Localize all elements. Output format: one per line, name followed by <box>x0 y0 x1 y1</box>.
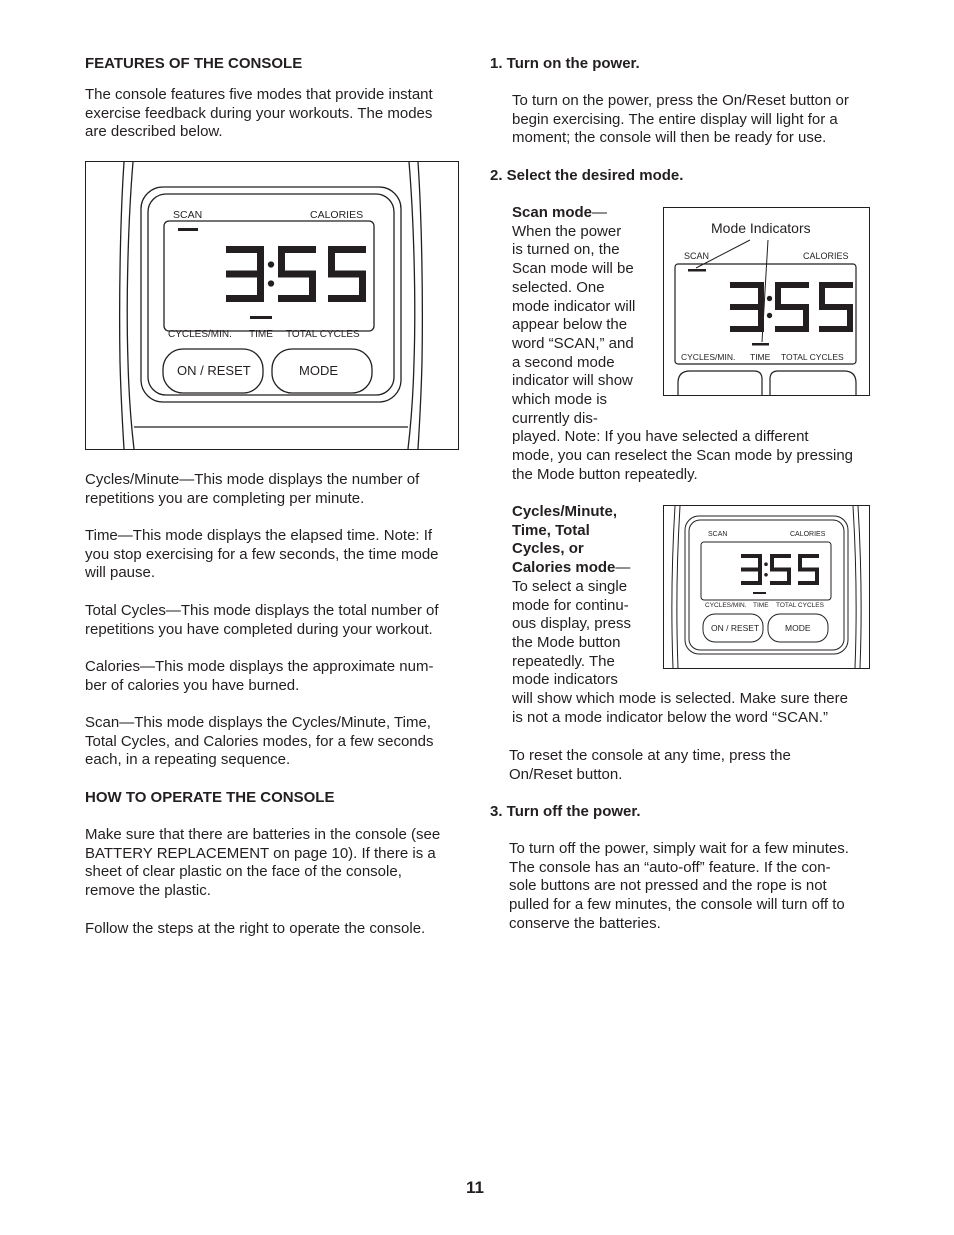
total-cycles-label: TOTAL CYCLES <box>286 329 360 340</box>
scan-mode-line: indicator will show <box>512 372 633 390</box>
time-line: Time—This mode displays the elapsed time. Note: If <box>85 527 433 544</box>
lcd-colon-dot <box>268 261 274 267</box>
scan-mode-line: word “SCAN,” and <box>512 334 634 352</box>
operate-heading: HOW TO OPERATE THE CONSOLE <box>85 789 335 806</box>
lcd-colon-dot <box>767 313 772 318</box>
fig2-time-label: TIME <box>750 352 771 362</box>
scan-mode-line: played. Note: If you have selected a different <box>512 428 809 446</box>
lcd-segment <box>257 246 264 274</box>
scan-mode-title <box>512 204 662 223</box>
scan-mode-line: is turned on, the <box>512 241 620 259</box>
lcd-digits <box>226 246 366 302</box>
calories-paragraph <box>85 658 465 695</box>
fig3-total-cycles-label: TOTAL CYCLES <box>776 602 824 609</box>
lcd-digits <box>741 554 819 585</box>
batteries-line: remove the plastic. <box>85 882 211 900</box>
cm-mode-title-line: Cycles, or <box>512 540 584 558</box>
step1-line: To turn on the power, press the On/Reset button or <box>512 92 849 109</box>
step3-line: conserve the batteries. <box>509 914 661 932</box>
cm-mode-line: repeatedly. The <box>512 652 615 670</box>
lcd-segment <box>758 282 764 307</box>
lcd-segment <box>328 295 366 302</box>
cycles-min-label: CYCLES/MIN. <box>168 329 232 340</box>
cycles-line: Cycles/Minute—This mode displays the number of <box>85 471 420 488</box>
step3-line: sole buttons are not pressed and the rope is not <box>509 877 827 895</box>
lcd-segment <box>770 581 791 585</box>
total-line: repetitions you have completed during your workout. <box>85 620 433 638</box>
cm-mode-line: mode indicators <box>512 671 618 689</box>
fig3-cycles-min-label: CYCLES/MIN. <box>705 602 747 609</box>
scan-mode-line: a second mode <box>512 353 615 371</box>
fig3-mode-label: MODE <box>785 623 811 633</box>
fig2-calories-label: CALORIES <box>803 251 849 261</box>
total-cycles-paragraph <box>85 602 465 639</box>
intro-line: are described below. <box>85 123 223 141</box>
fig3-time-label: TIME <box>753 602 769 609</box>
fig3-scan-label: SCAN <box>708 531 728 538</box>
cm-mode-line: To select a single <box>512 577 628 595</box>
cm-mode-line: mode for continu- <box>512 596 629 614</box>
calories-line: ber of calories you have burned. <box>85 676 300 694</box>
scan-mode-line: the Mode button repeatedly. <box>512 465 698 483</box>
fig2-cycles-min-label: CYCLES/MIN. <box>681 352 736 362</box>
time-paragraph <box>85 527 465 583</box>
step3-heading: 3. Turn off the power. <box>490 803 641 820</box>
mode-label: MODE <box>299 363 338 378</box>
fig2-scan-label: SCAN <box>684 251 710 261</box>
step3-paragraph <box>509 840 884 934</box>
total-line: Total Cycles—This mode displays the total number of <box>85 602 439 619</box>
features-heading: FEATURES OF THE CONSOLE <box>85 55 303 72</box>
cm-mode-line: ous display, press <box>512 615 631 633</box>
scan-mode-dash: — <box>592 204 608 221</box>
follow-steps-line: Follow the steps at the right to operate the console. <box>85 920 426 937</box>
step3-line: The console has an “auto-off” feature. If the con- <box>509 858 831 876</box>
batteries-paragraph <box>85 826 470 901</box>
step3-line: To turn off the power, simply wait for a few minutes. <box>509 840 849 857</box>
cm-mode-line: will show which mode is selected. Make sure there <box>512 690 848 708</box>
intro-line: exercise feedback during your workouts. The modes <box>85 104 433 122</box>
lcd-segment <box>758 554 762 570</box>
lcd-colon-dot <box>767 296 772 301</box>
cycles-line: repetitions you are completing per minute. <box>85 489 365 507</box>
on-reset-label: ON / RESET <box>177 363 251 378</box>
lcd-colon-dot <box>764 573 768 577</box>
batteries-line: Make sure that there are batteries in the console (see <box>85 826 441 843</box>
lcd-colon-dot <box>764 562 768 566</box>
lcd-segment <box>819 282 825 307</box>
step3-line: pulled for a few minutes, the console will turn off to <box>509 896 845 914</box>
batteries-line: sheet of clear plastic on the face of the console, <box>85 863 402 881</box>
scan-mode-line: appear below the <box>512 316 628 334</box>
lcd-segment <box>775 326 809 332</box>
step2-heading: 2. Select the desired mode. <box>490 167 684 184</box>
cm-mode-title-line: Calories mode <box>512 559 616 577</box>
reset-line: To reset the console at any time, press the <box>509 747 791 764</box>
calories-line: Calories—This mode displays the approximate num- <box>85 658 434 675</box>
lcd-segment <box>278 295 316 302</box>
step1-line: moment; the console will then be ready for use. <box>512 129 827 147</box>
fig3-calories-label: CALORIES <box>790 531 826 538</box>
time-label: TIME <box>249 329 273 340</box>
time-mode-indicator <box>250 316 272 319</box>
lcd-colon-dot <box>268 280 274 286</box>
console-figure-small <box>663 505 870 669</box>
reset-line: On/Reset button. <box>509 765 623 783</box>
lcd-segment <box>730 326 764 332</box>
cm-mode-title-last <box>512 559 662 578</box>
scan-mode-line: When the power <box>512 222 622 240</box>
scan-line: Scan—This mode displays the Cycles/Minute, Time, <box>85 714 431 731</box>
lcd-segment <box>775 282 781 307</box>
time-line: you stop exercising for a few seconds, the time mode <box>85 545 439 563</box>
batteries-line: BATTERY REPLACEMENT on page 10). If there is a <box>85 844 436 862</box>
cm-mode-title-line: Time, Total <box>512 521 590 539</box>
scan-mode-label: Scan mode <box>512 204 593 221</box>
scan-line: each, in a repeating sequence. <box>85 751 291 769</box>
intro-paragraph <box>85 86 465 142</box>
cm-mode-line: is not a mode indicator below the word “SCAN.” <box>512 708 828 726</box>
step1-line: begin exercising. The entire display will light for a <box>512 110 838 128</box>
scan-mode-line: mode indicator will <box>512 297 636 315</box>
step1-heading: 1. Turn on the power. <box>490 55 640 72</box>
lcd-segment <box>328 246 335 274</box>
lcd-digits <box>730 282 853 332</box>
scan-mode-line: selected. One <box>512 278 605 296</box>
scan-mode-line: which mode is <box>512 391 608 409</box>
step1-paragraph <box>512 92 882 148</box>
lcd-segment <box>278 246 285 274</box>
scan-line: Total Cycles, and Calories modes, for a few seconds <box>85 732 434 750</box>
lcd-segment <box>770 554 774 570</box>
cycles-paragraph <box>85 471 465 508</box>
intro-line: The console features five modes that provide instant <box>85 86 433 103</box>
lcd-segment <box>819 326 853 332</box>
fig2-total-cycles-label: TOTAL CYCLES <box>781 352 844 362</box>
scan-label: SCAN <box>173 209 203 221</box>
reset-paragraph <box>509 747 879 784</box>
lcd-segment <box>798 581 819 585</box>
scan-paragraph <box>85 714 465 770</box>
fig3-on-reset-label: ON / RESET <box>711 623 760 633</box>
calories-label: CALORIES <box>310 209 364 221</box>
mode-indicators-callout: Mode Indicators <box>711 220 811 236</box>
lcd-segment <box>741 581 762 585</box>
mode-indicators-figure <box>663 207 870 396</box>
cm-mode-line: the Mode button <box>512 633 621 651</box>
scan-mode-line: Scan mode will be <box>512 260 634 278</box>
lcd-segment <box>798 554 802 570</box>
page-number: 11 <box>466 1178 484 1197</box>
scan-mode-line: currently dis- <box>512 409 598 427</box>
lcd-segment <box>226 295 264 302</box>
time-line: will pause. <box>85 564 156 582</box>
scan-mode-indicator <box>178 228 198 231</box>
cm-mode-dash: — <box>615 559 631 577</box>
scan-mode-line: mode, you can reselect the Scan mode by pressing <box>512 447 854 465</box>
cm-mode-title-line: Cycles/Minute, <box>512 503 618 520</box>
console-figure-large <box>85 161 459 450</box>
